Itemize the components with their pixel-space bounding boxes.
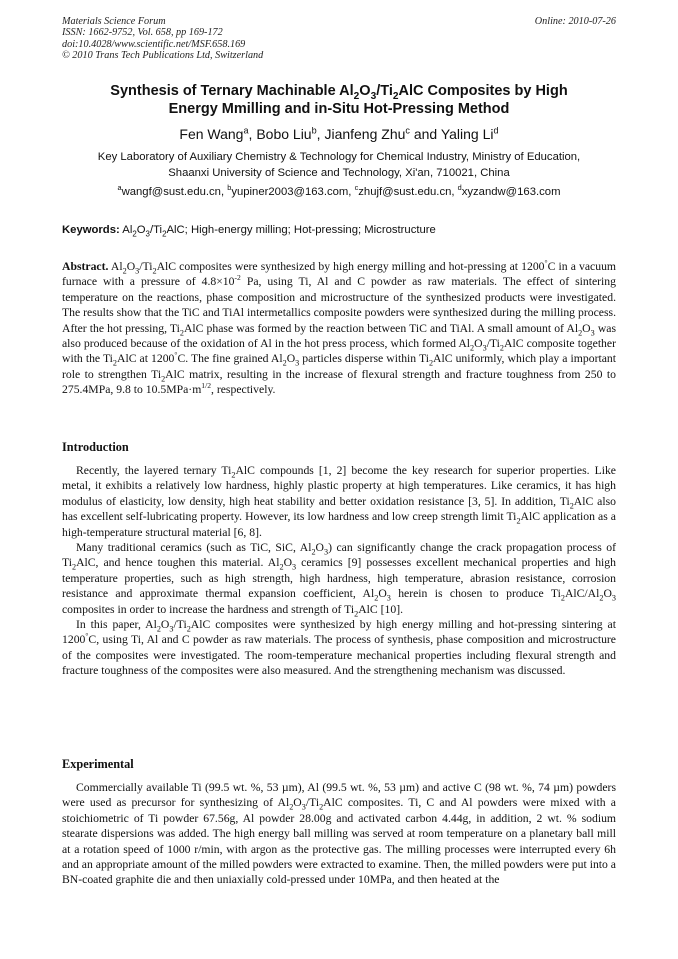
experimental-body: [62, 780, 616, 888]
email-link: wangf@sust.edu.cn,: [121, 186, 228, 198]
paper-title: Synthesis of Ternary Machinable $Al_2O_3/Ti_2AlC$ Composites by High Energy Mmilling and in-Situ Hot-Pressing Method: [110, 83, 568, 117]
author-name: Fen Wang: [179, 126, 244, 142]
journal-name: Materials Science Forum: [62, 16, 166, 27]
paragraph: Many traditional ceramics (such as TiC, SiC, $Al_2O_3$) can significantly change the crack propagation process of $Ti_2AlC$, and hence toughen this material. $Al_2O_3$ ceramics [9] possesses excellent mechanical properties and high temperature properties, such as high strength, high hardness, high temperature, abrasion resistance, corrosion resistance and approximate thermal expansion coefficient, $Al_2O_3$ herein is chosen to produce $Ti_2AlC/Al_2O_3$ composites in order to increase the hardness and strength of $Ti_2AlC$ [10].: [62, 541, 617, 618]
paragraph: Commercially available Ti (99.5 wt. %, 53 µm), Al (99.5 wt. %, 53 µm) and active C (98 wt. %, 74 µm) powders were used as precursor for synthesizing of $Al_2O_3/Ti_2AlC$ composites. Ti, C and Al powders were mixed with a stoichiometric of Ti powder 67.56g, Al powder 28.00g and activated carbon 4.44g, in addition, 2 wt. % sodium stearate dispersions was added. The high energy ball milling was served at room temperature on a planetary ball mill at a rotation speed of 1000 r/min, with argon as the protective gas. The milling processes were interrupted every 6h and an appropriate amount of the milled powders were extracted to examine. Then, the milled powders were put into a BN-coated graphite die and then uniaxially cold-pressed under 10MPa, and then heated at the: [62, 781, 616, 887]
introduction-body: [62, 463, 616, 679]
abstract-label: Abstract.: [62, 260, 109, 273]
email-link: yupiner2003@163.com,: [231, 186, 355, 198]
email-link: xyzandw@163.com: [461, 186, 561, 198]
journal-copyright: © 2010 Trans Tech Publications Ltd, Switzerland: [62, 49, 264, 61]
section-heading-experimental: Experimental: [62, 757, 134, 771]
online-date: Online: 2010-07-26: [534, 16, 616, 27]
email-link: zhujf@sust.edu.cn,: [358, 186, 458, 198]
author-emails: $^a$wangf@sust.edu.cn, $^b$yupiner2003@163.com, $^c$zhujf@sust.edu.cn, $^d$xyzandw@163.com: [117, 183, 561, 198]
section-heading-introduction: Introduction: [62, 440, 129, 454]
author-name: Bobo Liu: [256, 126, 312, 142]
keywords: Keywords: $Al_2O_3/Ti_2AlC$; High-energy milling; Hot-pressing; Microstructure: [62, 224, 436, 239]
affiliation: Key Laboratory of Auxiliary Chemistry & Technology for Chemical Industry, Ministry of Education, Shaanxi University of Science and Technology, Xi'an, 710021, China: [97, 151, 581, 179]
journal-info: [62, 16, 263, 61]
paragraph: In this paper, $Al_2O_3/Ti_2AlC$ composites were synthesized by high energy milling and hot-pressing sintering at 1200°C, using Ti, Al and C powder as raw materials. The process of synthesis, phase composition and microstructure of the composites were investigated. The room-temperature mechanical properties including flexural strength and fracture toughness of the composites were also measured. And the strengthening mechanism was discussed.: [62, 618, 616, 678]
author-name: Yaling Li: [440, 126, 494, 142]
journal-issn: ISSN: 1662-9752, Vol. 658, pp 169-172: [62, 27, 223, 39]
author-list: Fen Wang$^a$, Bobo Liu$^b$, Jianfeng Zhu$^c$ and Yaling Li$^d$: [179, 125, 499, 142]
author-name: Jianfeng Zhu: [324, 126, 406, 142]
keywords-label: Keywords:: [62, 224, 120, 236]
paragraph: Recently, the layered ternary $Ti_2AlC$ compounds [1, 2] become the key research for superior properties. Like metal, it exhibits a relatively low hardness, highly plastic property at high temperatures. Like ceramics, it has high modulus of elasticity, low density, high heat stability and better oxidation resistance [3, 5]. In addition, $Ti_2AlC$ also has excellent self-lubricating property. However, its low hardness and low creep strength limit $Ti_2AlC$ application as a high-temperature structural material [6, 8].: [62, 464, 616, 539]
journal-doi: doi:10.4028/www.scientific.net/MSF.658.169: [62, 38, 246, 50]
abstract: Abstract. $Al_2O_3/Ti_2AlC$ composites were synthesized by high energy milling and hot-pressing at 1200°C in a vacuum furnace with a pressure of $4.8\times 10^{-2}$ Pa, using Ti, Al and C powder as raw materials. The effect of sintering temperature on the reactions, phase composition and microstructure of the synthesized products were investigated. The results show that the TiC and TiAl intermetallics composite powders were synthesized during the milling process. After the hot pressing, $Ti_2AlC$ phase was formed by the reaction between TiC and TiAl. A small amount of $Al_2O_3$ was also produced because of the oxidation of Al in the hot press process, which formed $Al_2O_3/Ti_2AlC$ composite together with the $Ti_2AlC$ at 1200°C. The fine grained $Al_2O_3$ particles disperse within $Ti_2AlC$ uniformly, which play a important role to strengthen $Ti_2AlC$ matrix, resulting in the increase of flexural strength and fracture toughness from 250 to 275.4MPa, 9.8 to $10.5MPa\cdot m^{1/2}$, respectively.: [62, 258, 617, 397]
